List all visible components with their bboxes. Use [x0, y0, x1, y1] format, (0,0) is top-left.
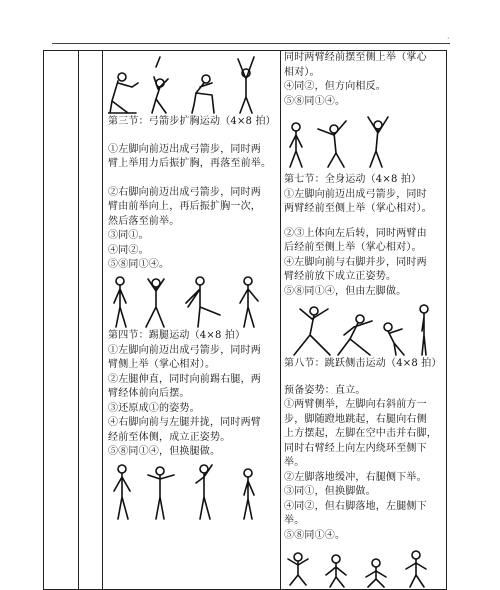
section7-line: 后经前至侧上举（掌心相对）。	[284, 242, 422, 253]
section7-title: 第七节：全身运动（4×8 拍）	[284, 174, 422, 185]
section3-figures	[108, 53, 278, 115]
section3-line: ④同②。	[108, 244, 149, 256]
right-line: 相对）。	[284, 66, 320, 78]
section7-line: 两臂经前至侧上举（掌心相对）。	[284, 203, 432, 214]
right-line: ④同②，但方向相反。	[284, 81, 386, 92]
section3-line: ③同①。	[108, 230, 149, 241]
section7-figures	[284, 113, 444, 171]
section3-line: 臂由前举向上，再后振扩胸一次，	[108, 201, 261, 212]
section8-line: ①两臂侧举，左脚向右斜前方一	[284, 399, 427, 410]
section7-line: ①左脚向前迈出成弓箭步，同时	[284, 188, 427, 200]
section3-line: 臂上举用力后振扩胸，再落至前举。	[108, 158, 272, 169]
section8-line: 举。	[284, 457, 305, 468]
section8-line: ④同②，但右脚落地，左腿侧下	[284, 500, 427, 512]
section3-text	[108, 115, 276, 273]
section3-line: ②右脚向前迈出成弓箭步，同时两	[108, 186, 261, 198]
section7-line: ④左脚向前与右脚并步，同时两	[284, 256, 427, 268]
column-divider-3	[280, 51, 281, 589]
section3-title: 第三节：弓箭步扩胸运动（4×8 拍）	[108, 116, 276, 127]
section7-line: ⑤⑧同①④，但由左脚做。	[284, 285, 407, 297]
section4-line: 臂经体前向后摆。	[108, 388, 190, 399]
section8-line: 举。	[284, 515, 305, 526]
right-line: ⑤⑧同①④。	[284, 95, 346, 107]
section4-bottom-figures	[108, 461, 278, 525]
header-dot: ·	[447, 34, 450, 43]
section8-line: ⑤⑧同①④。	[284, 529, 346, 541]
section8-figures	[284, 299, 444, 357]
section4-line: ②左腿伸直，同时向前踢右腿，两	[108, 373, 261, 385]
right-line: 同时两臂经前摆至侧上举（掌心	[284, 52, 427, 63]
right-top-text	[284, 51, 427, 109]
section8-line: 步，脚随蹬地跳起，右腿向右侧	[284, 413, 427, 425]
column-divider-1	[78, 51, 79, 589]
section4-line: ④右脚向前与左腿并拢，同时两臂	[108, 417, 261, 428]
section8-line: 同时右臂经上向左内绕环至侧下	[284, 442, 427, 454]
section8-line: 上方摆起，左脚在空中击并右脚，	[284, 428, 437, 439]
section3-line: ①左脚向前迈出成弓箭步，同时两	[108, 143, 261, 155]
section7-line: 臂经前放下成立正姿势。	[284, 271, 397, 282]
section8-line: 预备姿势：直立。	[284, 384, 366, 396]
section4-figures	[108, 273, 278, 333]
section4-line: 经前至体侧，成立正姿势。	[108, 431, 231, 443]
section3-line: 然后落至前举。	[108, 215, 180, 227]
section8-line: ②左脚落地缓冲，右腿侧下举。	[284, 471, 427, 483]
section7-line: ②③上体向左后转，同时两臂由	[284, 227, 427, 239]
section3-line: ⑤⑧同①④。	[108, 259, 170, 270]
section8-line: ③同①，但换脚做。	[284, 486, 376, 497]
section4-line: ①左脚向前迈出成弓箭步，同时两	[108, 344, 261, 356]
exercise-table	[43, 50, 447, 590]
section4-line: ③还原成①的姿势。	[108, 402, 200, 414]
section8-text	[284, 357, 442, 543]
header-rule	[52, 43, 450, 44]
section4-line: ⑤⑧同①④，但换腿做。	[108, 446, 221, 457]
section8-title: 第八节：跳跃侧击运动（4×8 拍）	[284, 358, 442, 369]
section4-text	[108, 329, 261, 460]
section4-line: 臂侧上举（掌心相对）。	[108, 359, 216, 370]
section8-bottom-figures	[284, 549, 444, 589]
column-divider-2	[102, 51, 103, 589]
section7-text	[284, 173, 432, 299]
section4-title: 第四节：踢腿运动（4×8 拍）	[108, 330, 246, 341]
